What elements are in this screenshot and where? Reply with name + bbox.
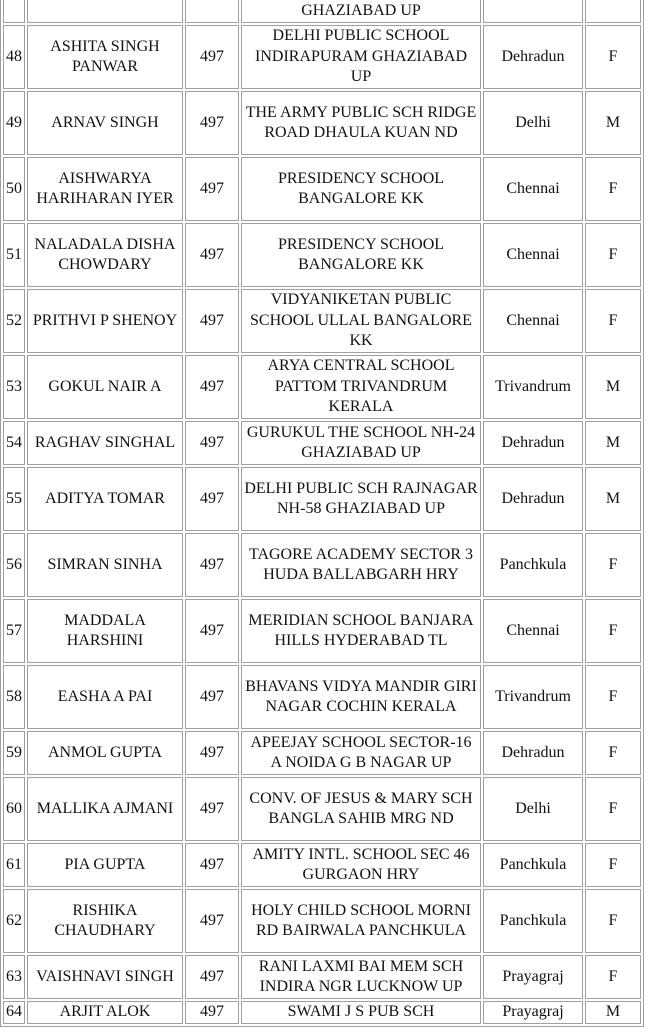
school-cell: PRESIDENCY SCHOOL BANGALORE KK [241,157,481,221]
score-cell: 497 [185,777,239,841]
score-cell: 497 [185,533,239,597]
score-cell: 497 [185,355,239,419]
serial-cell [3,0,25,23]
name-cell: NALADALA DISHA CHOWDARY [27,223,183,287]
school-cell: APEEJAY SCHOOL SECTOR-16 A NOIDA G B NAGAR UP [241,731,481,775]
table-row [3,889,641,953]
table-row [3,223,641,287]
name-cell [27,0,183,23]
gender-cell: F [585,533,641,597]
school-cell: AMITY INTL. SCHOOL SEC 46 GURGAON HRY [241,843,481,887]
score-cell [185,0,239,23]
gender-cell: F [585,889,641,953]
gender-cell: F [585,843,641,887]
name-cell: SIMRAN SINHA [27,533,183,597]
region-cell: Panchkula [483,889,583,953]
name-cell: ASHITA SINGH PANWAR [27,25,183,89]
table-row [3,731,641,775]
name-cell: GOKUL NAIR A [27,355,183,419]
school-cell: ARYA CENTRAL SCHOOL PATTOM TRIVANDRUM KERALA [241,355,481,419]
serial-cell: 57 [3,599,25,663]
serial-cell: 61 [3,843,25,887]
score-cell: 497 [185,599,239,663]
serial-cell: 58 [3,665,25,729]
gender-cell: F [585,731,641,775]
school-cell: BHAVANS VIDYA MANDIR GIRI NAGAR COCHIN KERALA [241,665,481,729]
name-cell: EASHA A PAI [27,665,183,729]
name-cell: ARNAV SINGH [27,91,183,155]
table-row [3,599,641,663]
school-cell: DELHI PUBLIC SCH RAJNAGAR NH-58 GHAZIABAD UP [241,467,481,531]
serial-cell: 51 [3,223,25,287]
gender-cell: F [585,777,641,841]
score-cell: 497 [185,665,239,729]
school-cell: THE ARMY PUBLIC SCH RIDGE ROAD DHAULA KUAN ND [241,91,481,155]
name-cell: AISHWARYA HARIHARAN IYER [27,157,183,221]
school-cell: CONV. OF JESUS & MARY SCH BANGLA SAHIB MRG ND [241,777,481,841]
name-cell: ANMOL GUPTA [27,731,183,775]
region-cell: Prayagraj [483,955,583,999]
score-cell: 497 [185,889,239,953]
score-cell: 497 [185,25,239,89]
school-cell: SWAMI J S PUB SCH [241,1001,481,1024]
serial-cell: 53 [3,355,25,419]
serial-cell: 50 [3,157,25,221]
serial-cell: 60 [3,777,25,841]
gender-cell: F [585,665,641,729]
region-cell: Dehradun [483,731,583,775]
gender-cell: M [585,1001,641,1024]
region-cell: Chennai [483,223,583,287]
gender-cell [585,0,641,23]
table-row [3,289,641,353]
serial-cell: 48 [3,25,25,89]
name-cell: VAISHNAVI SINGH [27,955,183,999]
gender-cell: M [585,91,641,155]
region-cell [483,0,583,23]
gender-cell: F [585,289,641,353]
table-row [3,533,641,597]
name-cell: ADITYA TOMAR [27,467,183,531]
table-row [3,1001,641,1024]
score-cell: 497 [185,289,239,353]
name-cell: PRITHVI P SHENOY [27,289,183,353]
region-cell: Panchkula [483,843,583,887]
serial-cell: 62 [3,889,25,953]
region-cell: Trivandrum [483,355,583,419]
region-cell: Chennai [483,599,583,663]
gender-cell: M [585,467,641,531]
name-cell: RAGHAV SINGHAL [27,421,183,465]
serial-cell: 64 [3,1001,25,1024]
region-cell: Dehradun [483,25,583,89]
serial-cell: 59 [3,731,25,775]
region-cell: Chennai [483,157,583,221]
name-cell: MADDALA HARSHINI [27,599,183,663]
table-row [3,355,641,419]
school-cell: HOLY CHILD SCHOOL MORNI RD BAIRWALA PANCHKULA [241,889,481,953]
school-cell: RANI LAXMI BAI MEM SCH INDIRA NGR LUCKNOW UP [241,955,481,999]
school-cell: GURUKUL THE SCHOOL NH-24 GHAZIABAD UP [241,421,481,465]
table-row [3,467,641,531]
serial-cell: 55 [3,467,25,531]
school-cell: GHAZIABAD UP [241,0,481,23]
table-row [3,25,641,89]
name-cell: ARJIT ALOK [27,1001,183,1024]
school-cell: PRESIDENCY SCHOOL BANGALORE KK [241,223,481,287]
serial-cell: 52 [3,289,25,353]
score-cell: 497 [185,467,239,531]
serial-cell: 63 [3,955,25,999]
name-cell: MALLIKA AJMANI [27,777,183,841]
region-cell: Delhi [483,777,583,841]
gender-cell: M [585,355,641,419]
region-cell: Delhi [483,91,583,155]
table-row [3,843,641,887]
score-cell: 497 [185,731,239,775]
table-row [3,955,641,999]
score-cell: 497 [185,1001,239,1024]
table-row [3,777,641,841]
region-cell: Trivandrum [483,665,583,729]
table-row [3,665,641,729]
serial-cell: 49 [3,91,25,155]
school-cell: TAGORE ACADEMY SECTOR 3 HUDA BALLABGARH HRY [241,533,481,597]
score-cell: 497 [185,421,239,465]
table-row [3,157,641,221]
region-cell: Dehradun [483,421,583,465]
score-cell: 497 [185,91,239,155]
school-cell: MERIDIAN SCHOOL BANJARA HILLS HYDERABAD TL [241,599,481,663]
gender-cell: M [585,421,641,465]
region-cell: Panchkula [483,533,583,597]
gender-cell: F [585,25,641,89]
gender-cell: F [585,157,641,221]
gender-cell: F [585,955,641,999]
region-cell: Prayagraj [483,1001,583,1024]
score-cell: 497 [185,955,239,999]
score-cell: 497 [185,843,239,887]
score-cell: 497 [185,223,239,287]
serial-cell: 56 [3,533,25,597]
score-cell: 497 [185,157,239,221]
region-cell: Chennai [483,289,583,353]
table-row [3,0,641,23]
serial-cell: 54 [3,421,25,465]
name-cell: RISHIKA CHAUDHARY [27,889,183,953]
table-row [3,91,641,155]
school-cell: VIDYANIKETAN PUBLIC SCHOOL ULLAL BANGALORE KK [241,289,481,353]
gender-cell: F [585,223,641,287]
gender-cell: F [585,599,641,663]
region-cell: Dehradun [483,467,583,531]
name-cell: PIA GUPTA [27,843,183,887]
school-cell: DELHI PUBLIC SCHOOL INDIRAPURAM GHAZIABAD UP [241,25,481,89]
table-row [3,421,641,465]
